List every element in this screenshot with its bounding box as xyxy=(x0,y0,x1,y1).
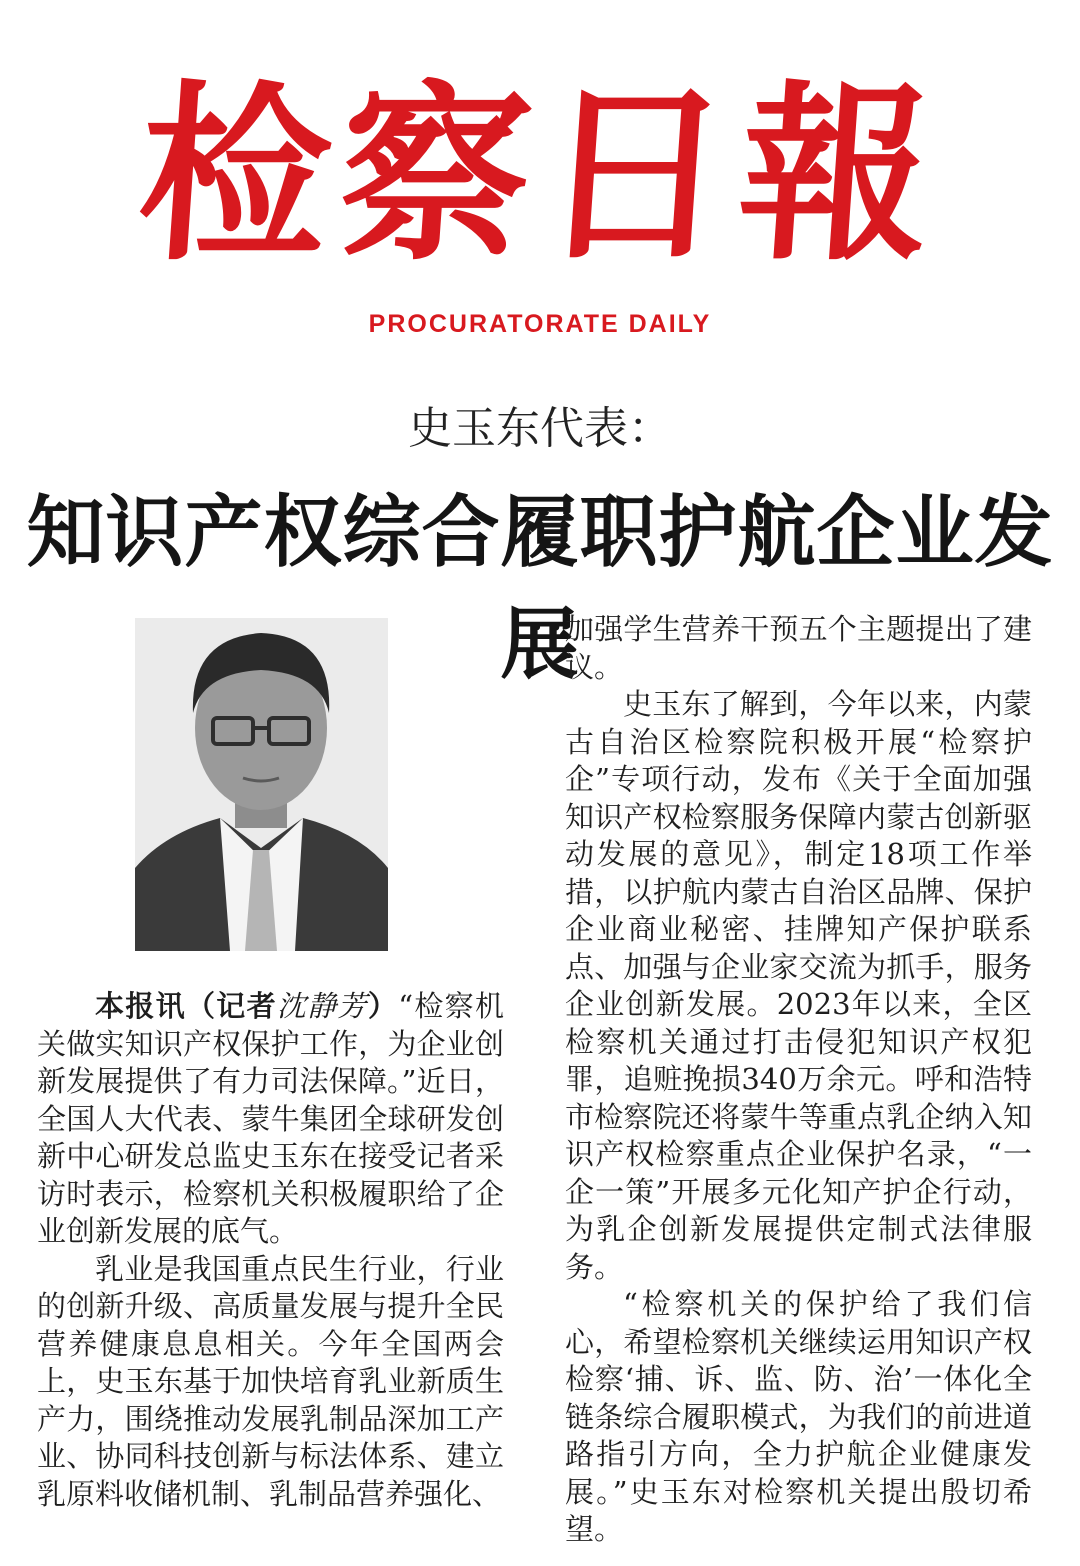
article-paragraph-3: 史玉东了解到，今年以来，内蒙古自治区检察院积极开展“检察护企”专项行动，发布《关于全面加强知识产权检察服务保障内蒙古创新驱动发展的意见》，制定18项工作举措，以护航内蒙古自治区品牌、保护企业商业秘密、挂牌知产保护联系点、加强与企业家交流为抓手，服务企业创新发展。2023年以来，全区检察机关通过打击侵犯知识产权犯罪，追赃挽损340万余元。呼和浩特市检察院还将蒙牛等重点乳企纳入知识产权检察重点企业保护名录，“一企一策”开展多元化知产护企行动，为乳企创新发展提供定制式法律服务。 xyxy=(565,687,1032,1284)
byline-label: 本报讯（记者 xyxy=(95,989,277,1023)
paragraph-text: “检察机关做实知识产权保护工作，为企业创新发展提供了有力司法保障。”近日，全国人大代表、蒙牛集团全球研发创新中心研发总监史玉东在接受记者采访时表示，检察机关积极履职给了企业创新发展的底气。 xyxy=(37,989,504,1248)
article-kicker: 史玉东代表： xyxy=(408,403,672,454)
byline-close: ） xyxy=(367,989,399,1023)
masthead xyxy=(0,60,1080,320)
article-paragraph-2-continued: 加强学生营养干预五个主题提出了建议。 xyxy=(565,612,1032,684)
article-column-left xyxy=(37,988,504,1513)
portrait-image xyxy=(135,618,388,951)
article-paragraph-2: 乳业是我国重点民生行业，行业的创新升级、高质量发展与提升全民营养健康息息相关。今年全国两会上，史玉东基于加快培育乳业新质生产力，围绕推动发展乳制品深加工产业、协同科技创新与标法体系、建立乳原料收储机制、乳制品营养强化、 xyxy=(37,1251,504,1511)
article-paragraph-1 xyxy=(37,988,504,1251)
byline-name: 沈静芳 xyxy=(276,989,368,1023)
portrait-photo xyxy=(135,618,388,951)
masthead-title: 检察日報 xyxy=(132,63,948,286)
article-column-right xyxy=(565,611,1032,1549)
article-paragraph-4: “检察机关的保护给了我们信心，希望检察机关继续运用知识产权检察‘捕、诉、监、防、治’一体化全链条综合履职模式，为我们的前进道路指引方向，全力护航企业健康发展。”史玉东对检察机关提出殷切希望。 xyxy=(565,1287,1032,1546)
article-headline: 知识产权综合履职护航企业发展 xyxy=(26,487,1054,690)
masthead-subtitle: PROCURATORATE DAILY xyxy=(368,310,712,338)
